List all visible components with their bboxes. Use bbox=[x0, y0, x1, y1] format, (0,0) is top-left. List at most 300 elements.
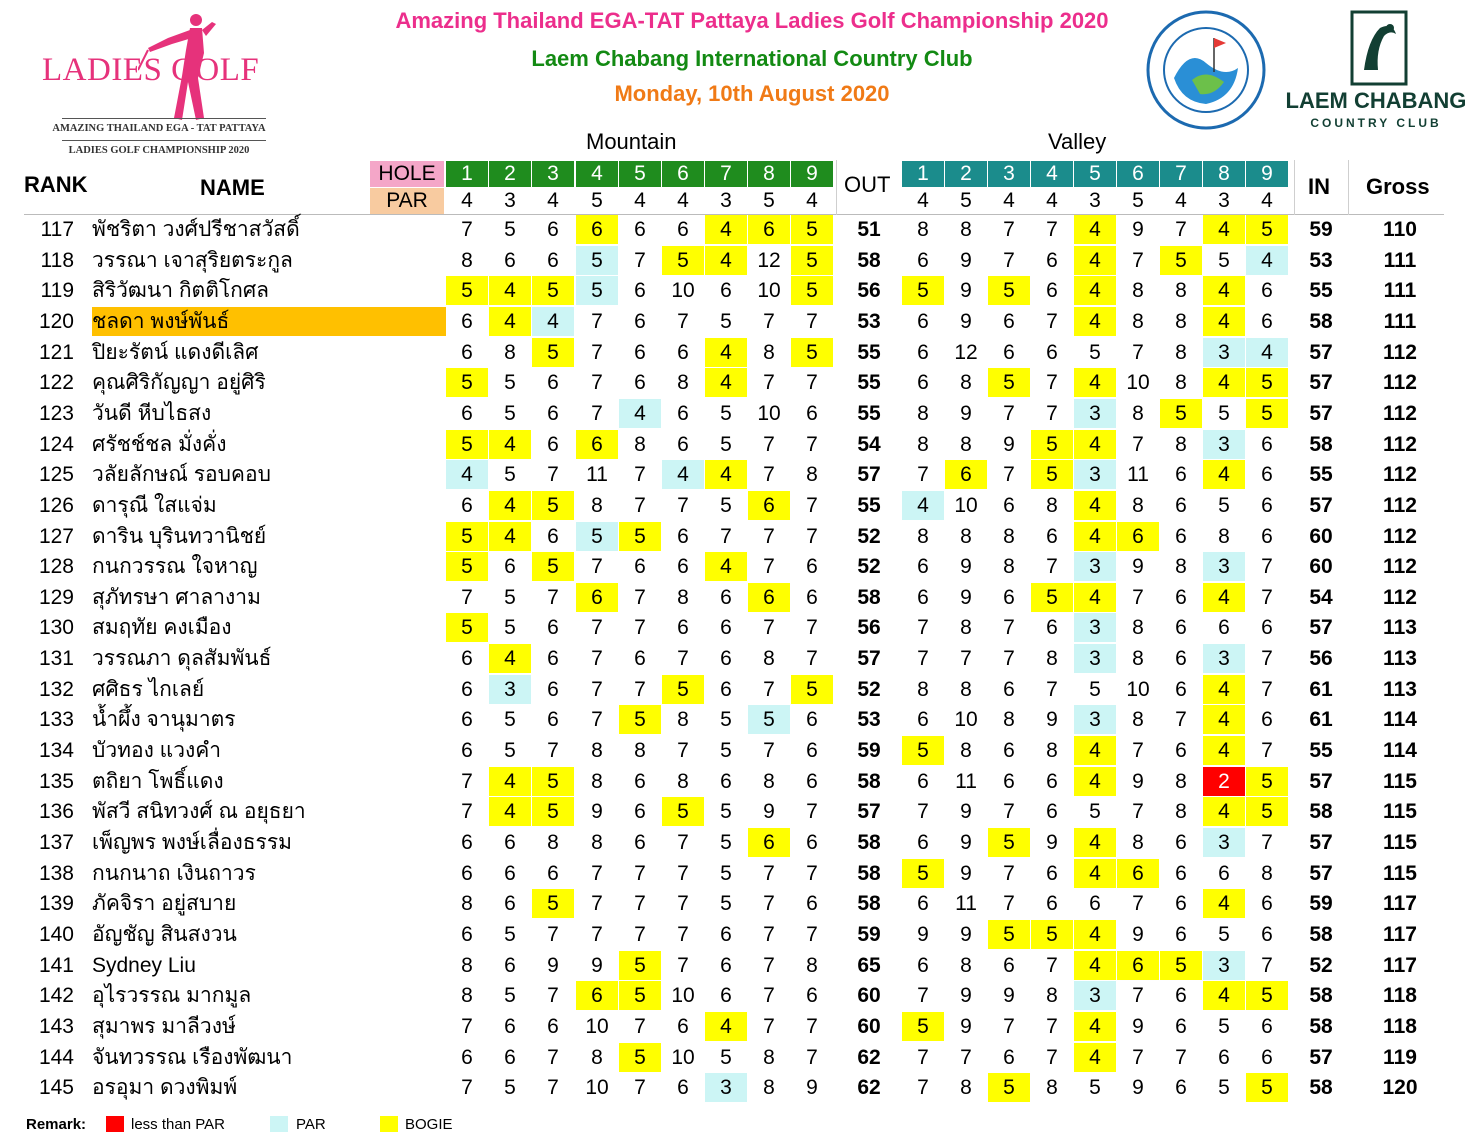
player-name: กนกนาถ เงินถาวร bbox=[92, 861, 256, 885]
back-hole-score: 5 bbox=[1246, 215, 1288, 244]
back-hole-score: 6 bbox=[1046, 616, 1058, 640]
back-hole-score: 9 bbox=[1132, 769, 1144, 793]
front-hole-score: 6 bbox=[461, 309, 473, 333]
back-hole-score: 6 bbox=[1117, 951, 1159, 980]
front-hole-score: 7 bbox=[677, 493, 689, 517]
front-hole-number: 7 bbox=[705, 161, 747, 187]
table-row bbox=[24, 246, 1444, 276]
front-hole-score: 7 bbox=[634, 585, 646, 609]
in-header: IN bbox=[1308, 174, 1330, 199]
player-name: สมฤทัย คงเมือง bbox=[92, 616, 232, 640]
out-total: 57 bbox=[857, 800, 881, 824]
front-hole-score: 5 bbox=[532, 889, 574, 918]
back-hole-score: 6 bbox=[1175, 616, 1187, 640]
back-hole-score: 7 bbox=[917, 616, 929, 640]
front-hole-score: 7 bbox=[806, 432, 818, 456]
in-total: 52 bbox=[1309, 953, 1333, 977]
back-hole-score: 8 bbox=[1132, 279, 1144, 303]
player-name: วรรณา เจาสุริยตระกูล bbox=[92, 248, 293, 272]
front-hole-score: 4 bbox=[662, 460, 704, 489]
front-hole-score: 5 bbox=[720, 309, 732, 333]
front-hole-score: 6 bbox=[504, 831, 516, 854]
front-hole-score: 6 bbox=[547, 524, 559, 548]
back-hole-score: 6 bbox=[1003, 769, 1015, 793]
back-hole-score: 5 bbox=[1031, 920, 1073, 949]
front-hole-score: 4 bbox=[705, 215, 747, 244]
front-hole-score: 7 bbox=[806, 524, 818, 548]
back-hole-score: 4 bbox=[1074, 583, 1116, 612]
back-hole-score: 6 bbox=[1261, 616, 1273, 640]
out-total: 58 bbox=[857, 769, 881, 793]
front-hole-number: 1 bbox=[446, 161, 488, 187]
front-hole-score: 5 bbox=[504, 739, 516, 763]
front-hole-score: 6 bbox=[720, 922, 732, 946]
back-hole-score: 6 bbox=[1261, 1045, 1273, 1069]
back-hole-score: 8 bbox=[960, 616, 972, 640]
front-hole-score: 6 bbox=[461, 493, 473, 517]
front-hole-score: 6 bbox=[547, 647, 559, 671]
out-total: 53 bbox=[857, 309, 881, 333]
back-hole-score: 9 bbox=[960, 401, 972, 425]
back-hole-score: 4 bbox=[1203, 460, 1245, 489]
front-hole-score: 10 bbox=[757, 279, 781, 303]
front-hole-score: 6 bbox=[547, 371, 559, 395]
legend-par-label: PAR bbox=[296, 1116, 326, 1133]
back-hole-score: 6 bbox=[1261, 309, 1273, 333]
front-hole-score: 5 bbox=[446, 430, 488, 459]
player-rank: 119 bbox=[40, 279, 74, 303]
back-hole-number: 6 bbox=[1117, 161, 1159, 187]
back-hole-score: 6 bbox=[1175, 677, 1187, 701]
front-hole-score: 5 bbox=[532, 491, 574, 520]
front-hole-score: 6 bbox=[547, 432, 559, 456]
in-total: 58 bbox=[1309, 984, 1333, 1008]
back-hole-score: 8 bbox=[917, 524, 929, 548]
table-row bbox=[24, 951, 1444, 981]
front-hole-score: 4 bbox=[532, 307, 574, 336]
back-hole-score: 5 bbox=[1089, 677, 1101, 701]
front-hole-score: 7 bbox=[763, 309, 775, 333]
back-hole-score: 8 bbox=[1175, 432, 1187, 456]
gross-total: 111 bbox=[1383, 309, 1417, 333]
gross-total: 110 bbox=[1383, 218, 1417, 241]
back-hole-score: 6 bbox=[1046, 861, 1058, 885]
player-name: กนกวรรณ ใจหาญ bbox=[92, 555, 258, 579]
back-hole-score: 3 bbox=[1203, 951, 1245, 980]
gross-total: 112 bbox=[1383, 401, 1417, 425]
front-hole-score: 4 bbox=[705, 552, 747, 581]
front-hole-score: 7 bbox=[763, 739, 775, 763]
front-hole-score: 7 bbox=[806, 616, 818, 640]
gross-total: 112 bbox=[1383, 493, 1417, 517]
front-hole-score: 5 bbox=[619, 1043, 661, 1072]
association-seal-logo bbox=[1144, 8, 1268, 132]
front-hole-score: 6 bbox=[720, 984, 732, 1008]
back-par-value: 4 bbox=[917, 189, 929, 212]
player-rank: 131 bbox=[38, 647, 74, 671]
gross-total: 112 bbox=[1383, 585, 1417, 609]
front-hole-score: 5 bbox=[791, 246, 833, 275]
back-hole-score: 3 bbox=[1203, 338, 1245, 367]
front-hole-score: 7 bbox=[591, 647, 603, 671]
back-hole-score: 5 bbox=[1160, 246, 1202, 275]
front-hole-score: 6 bbox=[806, 769, 818, 793]
back-hole-score: 4 bbox=[1074, 246, 1116, 275]
front-hole-score: 8 bbox=[634, 432, 646, 456]
front-hole-score: 6 bbox=[504, 892, 516, 916]
back-hole-score: 8 bbox=[1175, 309, 1187, 333]
back-hole-number: 5 bbox=[1074, 161, 1116, 187]
gross-total: 114 bbox=[1383, 708, 1417, 732]
back-hole-score: 4 bbox=[1074, 522, 1116, 551]
logo-subtitle-1: AMAZING THAILAND EGA - TAT PATTAYA bbox=[52, 123, 266, 134]
front-hole-score: 7 bbox=[634, 616, 646, 640]
table-row bbox=[24, 889, 1444, 919]
back-hole-score: 6 bbox=[1003, 739, 1015, 763]
back-hole-score: 8 bbox=[960, 432, 972, 456]
front-hole-score: 4 bbox=[705, 460, 747, 489]
gross-total: 111 bbox=[1383, 279, 1417, 303]
back-hole-score: 7 bbox=[1046, 555, 1058, 579]
gross-total: 118 bbox=[1383, 984, 1417, 1008]
front-hole-score: 6 bbox=[806, 555, 818, 579]
front-hole-score: 7 bbox=[763, 861, 775, 885]
front-hole-score: 8 bbox=[461, 984, 473, 1008]
back-hole-score: 8 bbox=[1132, 616, 1144, 640]
front-hole-score: 5 bbox=[504, 616, 516, 640]
laem-chabang-emblem-logo bbox=[1350, 10, 1408, 86]
player-rank: 124 bbox=[38, 432, 74, 456]
gross-total: 117 bbox=[1383, 953, 1417, 977]
player-rank: 127 bbox=[38, 524, 74, 548]
front-hole-score: 7 bbox=[547, 463, 559, 487]
front-hole-score: 6 bbox=[461, 401, 473, 425]
back-hole-number: 3 bbox=[988, 161, 1030, 187]
back-hole-score: 6 bbox=[1175, 493, 1187, 517]
front-hole-score: 7 bbox=[806, 371, 818, 395]
back-hole-score: 7 bbox=[1132, 248, 1144, 272]
out-total: 59 bbox=[857, 922, 881, 946]
in-total: 57 bbox=[1309, 371, 1333, 395]
back-hole-score: 5 bbox=[1246, 368, 1288, 397]
front-hole-score: 7 bbox=[547, 984, 559, 1008]
back-hole-score: 6 bbox=[917, 555, 929, 579]
front-hole-score: 6 bbox=[504, 1014, 516, 1038]
front-hole-score: 4 bbox=[489, 430, 531, 459]
out-total: 55 bbox=[857, 371, 881, 395]
in-total: 56 bbox=[1309, 647, 1333, 671]
back-hole-score: 9 bbox=[960, 248, 972, 272]
table-row bbox=[24, 1012, 1444, 1042]
player-name: สิริวัฒนา กิตติโกศล bbox=[92, 279, 270, 303]
table-row bbox=[24, 859, 1444, 889]
out-total: 60 bbox=[857, 984, 881, 1008]
front-hole-score: 3 bbox=[705, 1073, 747, 1102]
back-hole-score: 7 bbox=[1046, 677, 1058, 701]
back-hole-score: 6 bbox=[1261, 892, 1273, 916]
back-hole-score: 5 bbox=[1218, 493, 1230, 517]
front-hole-score: 5 bbox=[791, 675, 833, 704]
front-hole-score: 6 bbox=[634, 340, 646, 364]
player-name: เพ็ญพร พงษ์เลื่องธรรม bbox=[92, 831, 292, 854]
back-hole-score: 6 bbox=[1261, 463, 1273, 487]
rank-header: RANK bbox=[24, 172, 88, 197]
front-hole-score: 6 bbox=[547, 401, 559, 425]
front-hole-score: 6 bbox=[547, 616, 559, 640]
front-hole-score: 7 bbox=[763, 463, 775, 487]
front-hole-score: 6 bbox=[547, 1014, 559, 1038]
player-name: วันดี หีบไธสง bbox=[92, 401, 212, 425]
gross-total: 115 bbox=[1383, 800, 1417, 824]
back-hole-score: 8 bbox=[960, 524, 972, 548]
back-hole-score: 8 bbox=[1046, 493, 1058, 517]
laem-chabang-logo-sub: COUNTRY CLUB bbox=[1310, 116, 1442, 130]
back-hole-score: 7 bbox=[1132, 432, 1144, 456]
front-hole-score: 4 bbox=[489, 276, 531, 305]
back-par-value: 3 bbox=[1089, 189, 1101, 212]
player-rank: 122 bbox=[38, 371, 74, 395]
back-hole-score: 9 bbox=[960, 831, 972, 854]
back-hole-score: 4 bbox=[1074, 767, 1116, 796]
back-hole-score: 9 bbox=[960, 555, 972, 579]
front-hole-score: 7 bbox=[634, 493, 646, 517]
back-hole-score: 5 bbox=[1246, 797, 1288, 826]
front-hole-score: 5 bbox=[532, 276, 574, 305]
in-total: 54 bbox=[1309, 585, 1333, 609]
back-hole-score: 8 bbox=[1175, 800, 1187, 824]
front-hole-score: 6 bbox=[461, 922, 473, 946]
back-hole-score: 8 bbox=[1046, 984, 1058, 1008]
front-hole-score: 4 bbox=[705, 1012, 747, 1041]
front-hole-score: 5 bbox=[446, 276, 488, 305]
back-hole-score: 7 bbox=[1175, 218, 1187, 241]
in-total: 57 bbox=[1309, 616, 1333, 640]
front-hole-score: 7 bbox=[763, 616, 775, 640]
front-hole-score: 7 bbox=[547, 585, 559, 609]
front-hole-score: 6 bbox=[806, 739, 818, 763]
front-hole-score: 5 bbox=[791, 276, 833, 305]
back-hole-score: 5 bbox=[1160, 951, 1202, 980]
front-hole-score: 4 bbox=[489, 797, 531, 826]
in-total: 61 bbox=[1309, 708, 1333, 732]
back-hole-score: 7 bbox=[1046, 953, 1058, 977]
front-hole-score: 5 bbox=[720, 493, 732, 517]
front-par-value: 5 bbox=[591, 189, 603, 212]
front-hole-score: 5 bbox=[619, 705, 661, 734]
player-name: วลัยลักษณ์ รอบคอบ bbox=[92, 463, 271, 487]
back-hole-score: 5 bbox=[902, 276, 944, 305]
front-hole-score: 7 bbox=[461, 769, 473, 793]
back-hole-score: 7 bbox=[960, 1045, 972, 1069]
back-hole-score: 7 bbox=[917, 800, 929, 824]
in-total: 60 bbox=[1309, 524, 1333, 548]
player-name: ศรัชช์ชล มั่งคั่ง bbox=[92, 432, 227, 456]
back-hole-score: 9 bbox=[960, 800, 972, 824]
table-row bbox=[24, 276, 1444, 306]
back-hole-score: 6 bbox=[1046, 769, 1058, 793]
back-hole-score: 8 bbox=[1046, 1076, 1058, 1100]
player-name: สุภัทรษา ศาลางาม bbox=[92, 585, 261, 609]
front-hole-score: 6 bbox=[461, 708, 473, 732]
front-hole-score: 6 bbox=[720, 953, 732, 977]
back-hole-score: 6 bbox=[1089, 892, 1101, 916]
front-hole-score: 6 bbox=[634, 371, 646, 395]
back-hole-score: 9 bbox=[1046, 831, 1058, 854]
back-hole-score: 8 bbox=[1003, 524, 1015, 548]
player-name: บัวทอง แวงคำ bbox=[92, 739, 222, 763]
table-row bbox=[24, 613, 1444, 643]
gross-total: 118 bbox=[1383, 1014, 1417, 1038]
front-hole-score: 6 bbox=[720, 585, 732, 609]
laem-chabang-logo-name: LAEM CHABANG bbox=[1285, 88, 1467, 113]
table-row bbox=[24, 828, 1444, 858]
back-par-value: 4 bbox=[1003, 189, 1015, 212]
front-hole-score: 5 bbox=[791, 338, 833, 367]
player-rank: 145 bbox=[38, 1076, 74, 1100]
back-hole-score: 4 bbox=[1074, 920, 1116, 949]
table-row bbox=[24, 736, 1444, 766]
back-hole-score: 4 bbox=[1203, 368, 1245, 397]
out-total: 59 bbox=[857, 739, 881, 763]
back-hole-score: 6 bbox=[1003, 1045, 1015, 1069]
venue-title: Laem Chabang International Country Club bbox=[531, 46, 973, 71]
back-hole-score: 8 bbox=[1132, 401, 1144, 425]
front-hole-score: 6 bbox=[576, 583, 618, 612]
back-hole-score: 4 bbox=[1203, 981, 1245, 1010]
front-hole-score: 5 bbox=[504, 708, 516, 732]
front-hole-score: 7 bbox=[634, 861, 646, 885]
gross-total: 115 bbox=[1383, 769, 1417, 793]
out-total: 51 bbox=[857, 218, 881, 241]
back-hole-score: 4 bbox=[1074, 1012, 1116, 1041]
back-hole-score: 6 bbox=[1261, 922, 1273, 946]
back-hole-score: 3 bbox=[1074, 460, 1116, 489]
back-hole-score: 6 bbox=[1261, 493, 1273, 517]
back-hole-score: 5 bbox=[1031, 430, 1073, 459]
back-hole-score: 11 bbox=[955, 892, 977, 916]
back-hole-score: 6 bbox=[1046, 248, 1058, 272]
back-hole-score: 8 bbox=[917, 432, 929, 456]
player-rank: 128 bbox=[38, 555, 74, 579]
back-hole-score: 8 bbox=[1046, 647, 1058, 671]
player-rank: 117 bbox=[40, 218, 74, 241]
front-hole-score: 7 bbox=[634, 892, 646, 916]
back-hole-score: 5 bbox=[1218, 922, 1230, 946]
front-hole-score: 7 bbox=[763, 1014, 775, 1038]
back-hole-number: 8 bbox=[1203, 161, 1245, 187]
table-row bbox=[24, 675, 1444, 705]
back-hole-score: 7 bbox=[1261, 585, 1273, 609]
back-hole-score: 8 bbox=[1218, 524, 1230, 548]
back-hole-score: 7 bbox=[1003, 1014, 1015, 1038]
front-hole-score: 6 bbox=[720, 279, 732, 303]
front-hole-score: 6 bbox=[720, 769, 732, 793]
in-total: 58 bbox=[1309, 1014, 1333, 1038]
front-hole-score: 5 bbox=[720, 739, 732, 763]
back-hole-score: 8 bbox=[917, 677, 929, 701]
player-rank: 125 bbox=[38, 463, 74, 487]
front-hole-score: 6 bbox=[748, 215, 790, 244]
player-name: พัสวี สนิทวงศ์ ณ อยุธยา bbox=[92, 800, 306, 824]
player-rank: 129 bbox=[38, 585, 74, 609]
back-hole-score: 5 bbox=[1246, 1073, 1288, 1102]
front-hole-score: 5 bbox=[619, 951, 661, 980]
back-hole-score: 4 bbox=[1203, 736, 1245, 765]
back-hole-score: 10 bbox=[1126, 371, 1150, 395]
back-hole-score: 6 bbox=[1046, 524, 1058, 548]
back-hole-score: 7 bbox=[1132, 984, 1144, 1008]
front-hole-score: 5 bbox=[662, 675, 704, 704]
back-hole-score: 8 bbox=[960, 371, 972, 395]
front-hole-score: 6 bbox=[547, 708, 559, 732]
front-hole-score: 7 bbox=[677, 739, 689, 763]
logo-divider bbox=[62, 118, 266, 119]
front-hole-score: 6 bbox=[677, 1076, 689, 1100]
back-par-value: 4 bbox=[1046, 189, 1058, 212]
back-hole-score: 7 bbox=[960, 647, 972, 671]
back-hole-score: 8 bbox=[1132, 309, 1144, 333]
back-hole-score: 6 bbox=[1218, 1045, 1230, 1069]
front-hole-score: 7 bbox=[591, 340, 603, 364]
front-hole-score: 6 bbox=[576, 430, 618, 459]
player-rank: 133 bbox=[38, 708, 74, 732]
player-rank: 123 bbox=[38, 401, 74, 425]
front-hole-score: 5 bbox=[504, 1076, 516, 1100]
back-hole-score: 5 bbox=[1089, 340, 1101, 364]
back-hole-score: 7 bbox=[1003, 861, 1015, 885]
front-hole-score: 6 bbox=[677, 401, 689, 425]
gross-total: 112 bbox=[1383, 463, 1417, 487]
front-hole-score: 7 bbox=[634, 677, 646, 701]
back-hole-score: 4 bbox=[1074, 307, 1116, 336]
back-hole-score: 3 bbox=[1203, 828, 1245, 857]
back-hole-score: 4 bbox=[1203, 889, 1245, 918]
front-hole-score: 8 bbox=[677, 708, 689, 732]
front-hole-score: 6 bbox=[806, 401, 818, 425]
back-hole-score: 10 bbox=[1126, 677, 1150, 701]
front-hole-score: 5 bbox=[720, 800, 732, 824]
gross-total: 112 bbox=[1383, 371, 1417, 395]
back-hole-score: 7 bbox=[1132, 892, 1144, 916]
back-hole-score: 6 bbox=[1003, 953, 1015, 977]
back-hole-score: 7 bbox=[1003, 248, 1015, 272]
back-hole-score: 4 bbox=[1074, 491, 1116, 520]
front-hole-score: 7 bbox=[634, 463, 646, 487]
front-hole-score: 7 bbox=[591, 708, 603, 732]
player-name: อัญชัญ สินสงวน bbox=[92, 922, 237, 946]
back-hole-score: 7 bbox=[1261, 555, 1273, 579]
front-par-value: 4 bbox=[547, 189, 559, 212]
front-par-value: 3 bbox=[504, 189, 516, 212]
front-hole-score: 7 bbox=[461, 218, 473, 241]
back-hole-score: 7 bbox=[1046, 218, 1058, 241]
front-hole-score: 8 bbox=[461, 892, 473, 916]
front-hole-score: 7 bbox=[806, 922, 818, 946]
front-hole-score: 5 bbox=[791, 215, 833, 244]
gross-total: 117 bbox=[1383, 892, 1417, 916]
player-name: ปิยะรัตน์ แดงดีเลิศ bbox=[92, 340, 259, 364]
back-hole-score: 3 bbox=[1074, 644, 1116, 673]
player-rank: 141 bbox=[38, 953, 74, 977]
back-hole-score: 8 bbox=[960, 218, 972, 241]
out-total: 52 bbox=[857, 524, 881, 548]
back-hole-score: 9 bbox=[1132, 922, 1144, 946]
back-hole-score: 7 bbox=[1261, 953, 1273, 977]
front-hole-score: 6 bbox=[634, 309, 646, 333]
player-rank: 118 bbox=[40, 248, 74, 272]
front-hole-number: 6 bbox=[662, 161, 704, 187]
player-rank: 144 bbox=[38, 1045, 74, 1069]
